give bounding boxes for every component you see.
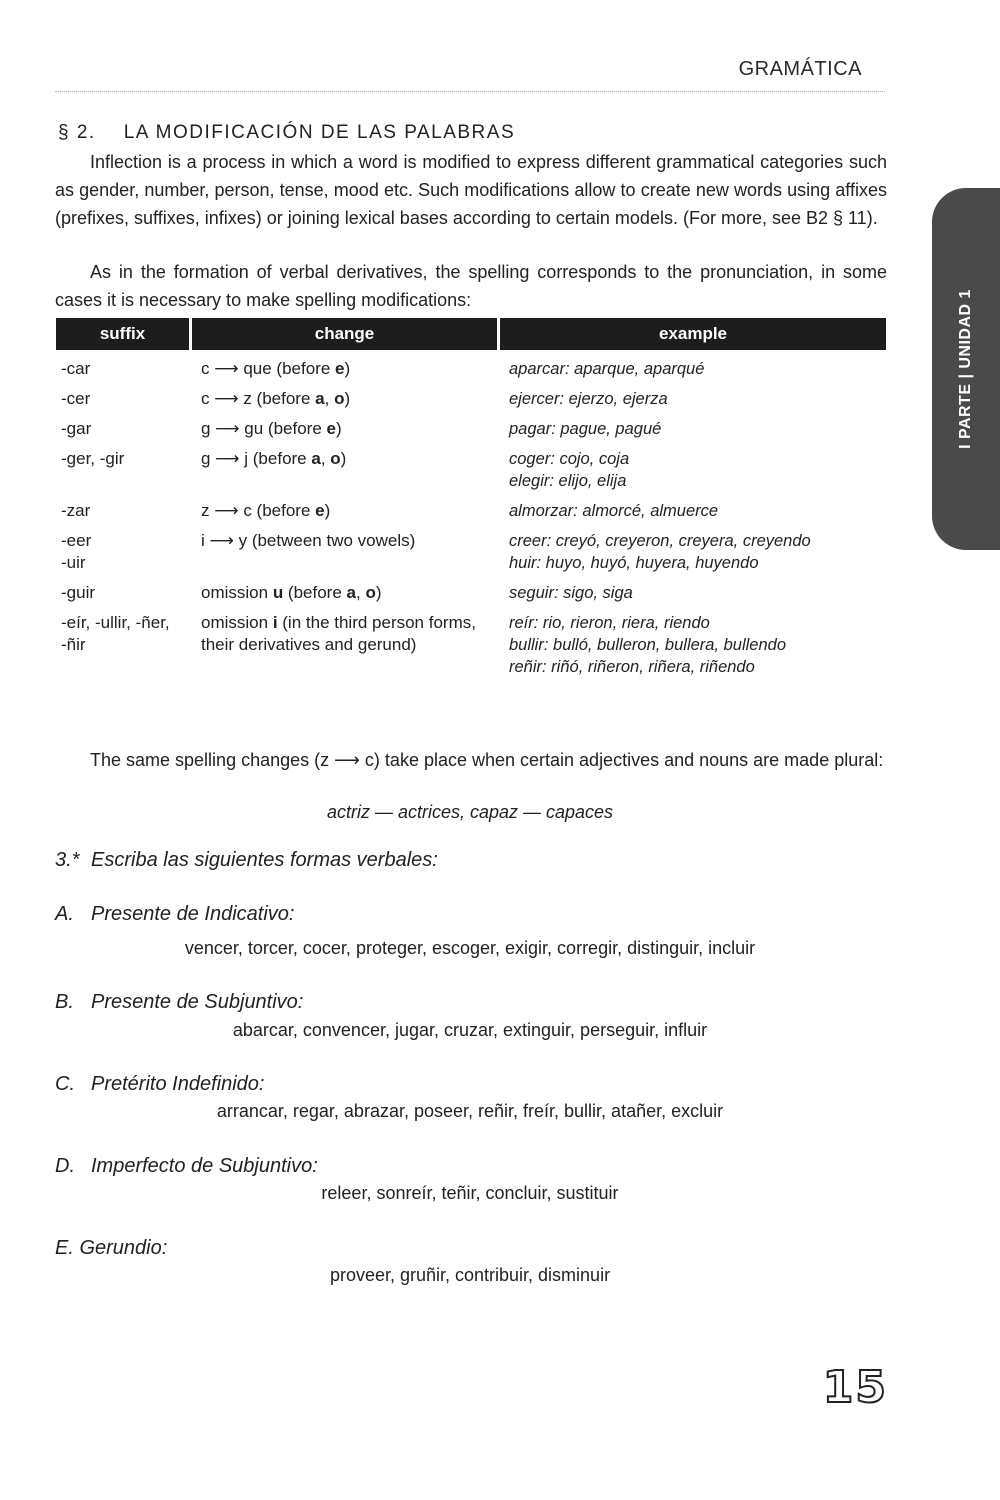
suffix-text: -uir (61, 553, 86, 572)
example-text: elegir: elijo, elija (509, 472, 627, 490)
exercise-item-label: D. (55, 1155, 75, 1177)
change-letter: a (315, 389, 325, 408)
change-letter: i (272, 613, 278, 632)
example-text: aparcar: aparque, aparqué (509, 360, 705, 378)
suffix-text: -gar (61, 419, 92, 438)
change-letter: e (315, 501, 325, 520)
suffix-text: -zar (61, 501, 91, 520)
suffix-cell (56, 612, 189, 686)
suffix-cell (56, 418, 189, 448)
example-cell (497, 500, 886, 530)
example-text: huir: huyo, huyó, huyera, huyendo (509, 554, 759, 572)
change-text: , (355, 583, 366, 602)
header-suffix: suffix (56, 318, 189, 350)
change-text: ) (324, 501, 331, 520)
change-text: z ⟶ c (before (201, 501, 316, 520)
table-row (56, 448, 886, 500)
plural-example: actriz — actrices, capaz — capaces (326, 802, 614, 822)
change-text: , (324, 389, 335, 408)
change-letter: u (272, 583, 284, 602)
change-letter: e (335, 359, 345, 378)
change-text: c ⟶ z (before (201, 389, 316, 408)
change-text: omission (201, 613, 273, 632)
table-row (56, 582, 886, 612)
section-title: LA MODIFICACIÓN DE LAS PALABRAS (123, 122, 516, 143)
example-text: ejercer: ejerzo, ejerza (509, 390, 668, 408)
chapter-side-tab-label: I PARTE | UNIDAD 1 (957, 289, 974, 449)
exercise-item-title: Imperfecto de Subjuntivo: (91, 1155, 318, 1177)
example-cell (497, 448, 886, 500)
change-letter: o (334, 389, 345, 408)
suffix-text: -ger, -gir (61, 449, 125, 468)
suffix-text: -car (61, 359, 91, 378)
change-text: ) (335, 419, 342, 438)
running-header: GRAMÁTICA (738, 58, 862, 80)
section-number: § 2. (58, 122, 96, 143)
exercise-item-words: proveer, gruñir, contribuir, disminuir (329, 1265, 611, 1285)
header-example: example (497, 318, 886, 350)
exercise-item-label: E. (55, 1237, 74, 1259)
header-change: change (189, 318, 497, 350)
change-letter: e (326, 419, 336, 438)
change-cell (189, 448, 497, 500)
plural-paragraph: The same spelling changes (z ⟶ c) take place when certain adjectives and nouns are made plural: (90, 750, 884, 770)
table-row (56, 612, 886, 686)
table-row (56, 418, 886, 448)
example-text: creer: creyó, creyeron, creyera, creyendo (509, 532, 811, 550)
change-text: i ⟶ y (between two vowels) (201, 531, 416, 550)
suffix-cell (56, 388, 189, 418)
exercise-item-title: Presente de Indicativo: (91, 903, 295, 925)
exercise-item-heading (55, 903, 294, 926)
table-row (56, 350, 886, 388)
suffix-cell (56, 530, 189, 582)
exercise-title: Escriba las siguientes formas verbales: (91, 849, 438, 871)
exercise-item-title: Gerundio: (79, 1237, 168, 1259)
example-text: reñir: riñó, riñeron, riñera, riñendo (509, 658, 755, 676)
change-cell (189, 418, 497, 448)
table-row (56, 500, 886, 530)
example-text: coger: cojo, coja (509, 450, 630, 468)
exercise-item-heading (55, 1073, 264, 1096)
example-cell (497, 582, 886, 612)
exercise-item-title: Presente de Subjuntivo: (91, 991, 304, 1013)
table-header-row (56, 318, 886, 350)
example-cell (497, 418, 886, 448)
exercise-item-words: arrancar, regar, abrazar, poseer, reñir, freír, bullir, atañer, excluir (216, 1101, 724, 1121)
exercise-item-words: releer, sonreír, teñir, concluir, sustituir (321, 1183, 619, 1203)
exercise-item-label: B. (55, 991, 74, 1013)
table-row (56, 388, 886, 418)
example-text: bullir: bulló, bulleron, bullera, bullendo (509, 636, 787, 654)
suffix-text: -ñir (61, 635, 86, 654)
suffix-cell (56, 582, 189, 612)
exercise-item-title: Pretérito Indefinido: (91, 1073, 265, 1095)
suffix-text: -cer (61, 389, 91, 408)
example-text: pagar: pague, pagué (509, 420, 662, 438)
change-cell (189, 350, 497, 388)
suffix-cell (56, 500, 189, 530)
change-text: ) (340, 449, 347, 468)
header-divider (55, 91, 885, 92)
change-letter: o (330, 449, 341, 468)
suffix-text: -eer (61, 531, 92, 550)
change-text: ) (344, 389, 351, 408)
change-text: , (320, 449, 331, 468)
change-text: (in the third person forms, their derivatives and gerund) (201, 613, 476, 654)
change-cell (189, 500, 497, 530)
example-cell (497, 530, 886, 582)
exercise-number: 3.* (55, 849, 80, 871)
example-text: almorzar: almorcé, almuerce (509, 502, 719, 520)
suffix-text: -guir (61, 583, 96, 602)
exercise-item-heading (55, 1155, 318, 1178)
spelling-paragraph: As in the formation of verbal derivatives, the spelling corresponds to the pronunciation, in some cases it is necessary to make spelling modifications: (55, 262, 887, 310)
exercise-item-label: C. (55, 1073, 75, 1095)
suffix-cell (56, 350, 189, 388)
exercise-heading (55, 849, 438, 872)
change-text: (before (283, 583, 347, 602)
change-letter: o (365, 583, 376, 602)
change-text: g ⟶ gu (before (201, 419, 327, 438)
spelling-changes-table (56, 318, 886, 686)
table-body (56, 350, 886, 686)
change-text: ) (344, 359, 351, 378)
change-cell (189, 530, 497, 582)
change-text: ) (375, 583, 382, 602)
change-text: omission (201, 583, 273, 602)
example-text: seguir: sigo, siga (509, 584, 633, 602)
example-cell (497, 350, 886, 388)
intro-paragraph: Inflection is a process in which a word is modified to express different grammatical categories such as gender, number, person, tense, mood etc. Such modifications allow to create new words using affixes (prefixes, suffixes, infixes) or joining lexical bases according to certain models. (For more, see B2 § 11). (55, 152, 887, 228)
exercise-item-label: A. (55, 903, 74, 925)
suffix-cell (56, 448, 189, 500)
suffix-text: -eír, -ullir, -ñer, (61, 613, 170, 632)
change-cell (189, 388, 497, 418)
change-text: g ⟶ j (before (201, 449, 312, 468)
table-row (56, 530, 886, 582)
exercise-item-words: vencer, torcer, cocer, proteger, escoger, exigir, corregir, distinguir, incluir (184, 938, 756, 958)
exercise-item-words: abarcar, convencer, jugar, cruzar, extinguir, perseguir, influir (232, 1020, 708, 1040)
example-cell (497, 388, 886, 418)
change-letter: a (346, 583, 356, 602)
exercise-item-heading (55, 1237, 167, 1260)
exercise-item-heading (55, 991, 303, 1014)
page-number: 15 (822, 1362, 888, 1413)
example-text: reír: rio, rieron, riera, riendo (509, 614, 710, 632)
change-cell (189, 612, 497, 686)
section-heading (58, 122, 515, 144)
change-cell (189, 582, 497, 612)
change-text: c ⟶ que (before (201, 359, 335, 378)
example-cell (497, 612, 886, 686)
change-letter: a (311, 449, 321, 468)
